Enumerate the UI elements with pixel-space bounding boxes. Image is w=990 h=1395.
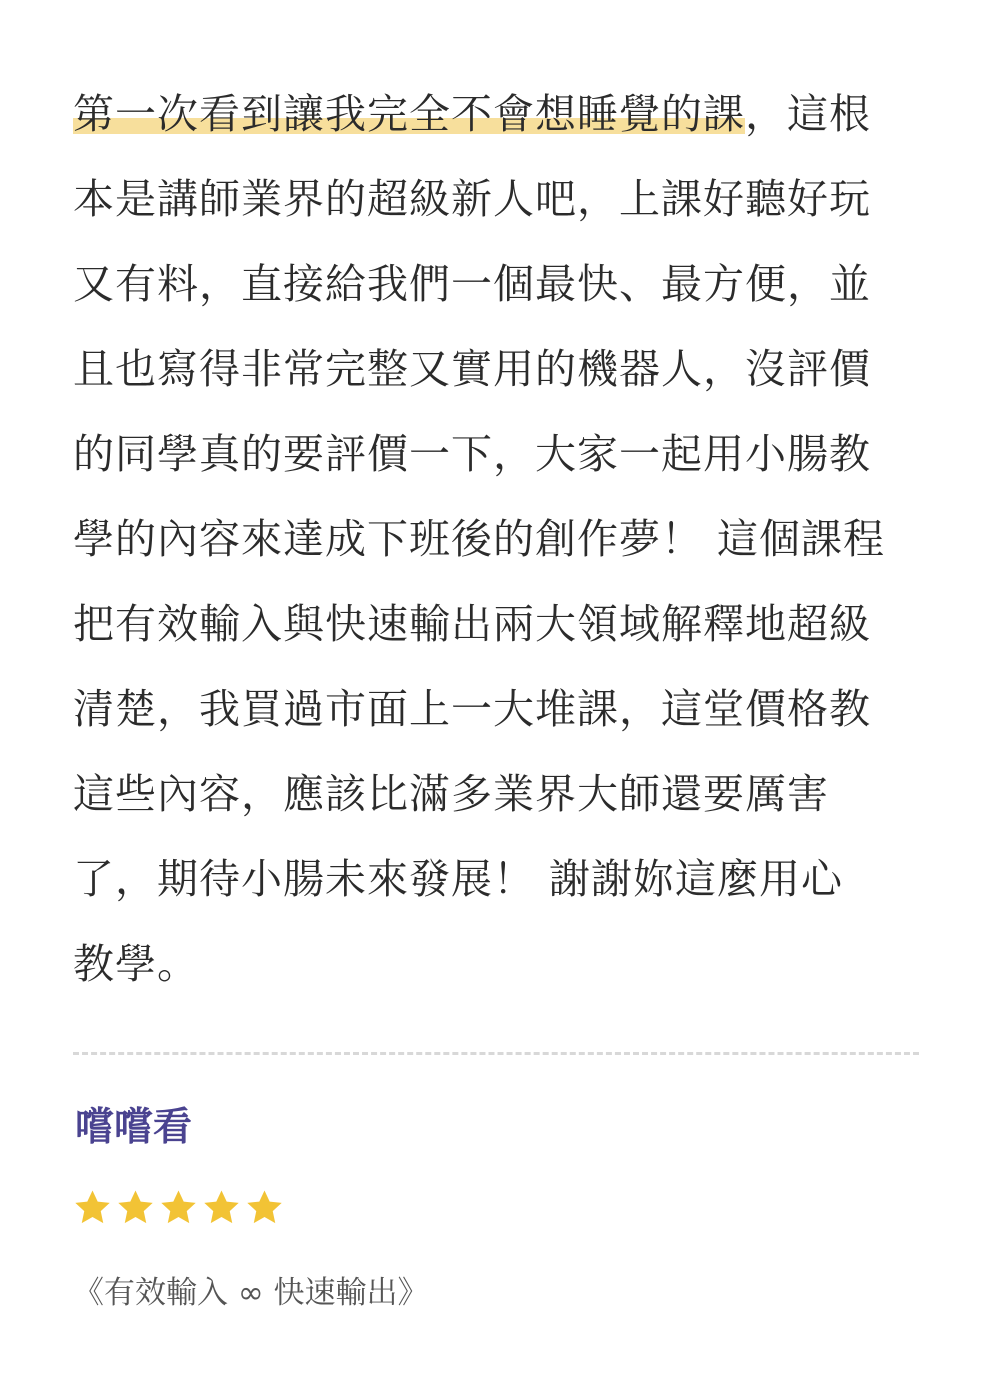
course-name: 《有效輸入 ∞ 快速輸出》	[73, 1275, 429, 1311]
divider	[73, 1052, 919, 1055]
review-line: 了，期待小腸未來發展！ 謝謝妳這麼用心	[73, 855, 844, 903]
star-icon	[200, 1186, 243, 1229]
review-line: 學的內容來達成下班後的創作夢！ 這個課程	[73, 515, 886, 563]
review-line: 又有料，直接給我們一個最快、最方便，並	[73, 260, 871, 308]
review-line: 本是講師業界的超級新人吧，上課好聽好玩	[73, 175, 871, 223]
highlighted-text: 第一次看到讓我完全不會想睡覺的課	[73, 90, 745, 138]
review-line: 把有效輸入與快速輸出兩大領域解釋地超級	[73, 600, 871, 648]
review-line: 的同學真的要評價一下，大家一起用小腸教	[73, 430, 871, 478]
star-icon	[243, 1186, 286, 1229]
star-icon	[114, 1186, 157, 1229]
review-line: 教學。	[73, 940, 199, 988]
review-line: 且也寫得非常完整又實用的機器人，沒評價	[73, 345, 871, 393]
review-line-rest: ，這根	[745, 90, 871, 138]
star-rating	[71, 1186, 286, 1229]
review-line: 清楚，我買過市面上一大堆課，這堂價格教	[73, 685, 871, 733]
review-text	[73, 72, 923, 1007]
star-icon	[157, 1186, 200, 1229]
review-line	[73, 72, 923, 157]
star-icon	[71, 1186, 114, 1229]
review-line: 這些內容，應該比滿多業界大師還要厲害	[73, 770, 829, 818]
reviewer-name: 嚐嚐看	[75, 1105, 193, 1150]
